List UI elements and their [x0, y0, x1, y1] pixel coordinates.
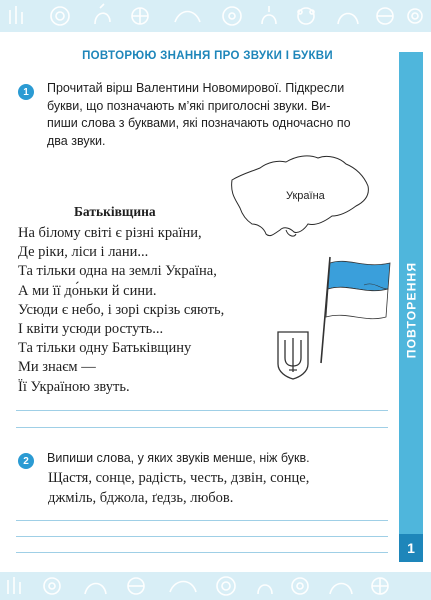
ukraine-flag-icon [318, 255, 393, 365]
floral-ornament-icon [0, 572, 431, 600]
poem-line: Її Україною звуть. [18, 378, 130, 395]
poem-line: Та тільки одна на землі Україна, [18, 263, 217, 280]
answer-lines-task1[interactable] [16, 410, 388, 428]
poem-line: І квіти усюди ростуть... [18, 321, 164, 338]
words-line: Щастя, сонце, радість, честь, дзвін, сонце, [48, 470, 310, 486]
trident-icon [276, 330, 310, 380]
task2-words [48, 468, 393, 508]
task-number-badge: 1 [18, 84, 34, 100]
map-label: Україна [286, 190, 325, 202]
poem-line: Та тільки одну Батьківщину [18, 340, 192, 357]
bottom-ornament-band [0, 572, 431, 600]
task1-instruction [47, 80, 397, 150]
task2-instruction: Випиши слова, у яких звуків менше, ніж букв. [47, 451, 310, 465]
section-label: ПОВТОРЕННЯ [404, 261, 418, 359]
poem-line: Де ріки, ліси і лани... [18, 244, 149, 261]
poem-line: На білому світі є різні країни, [18, 225, 202, 241]
answer-lines-task2[interactable] [16, 520, 388, 553]
poem-line: Усюди є небо, і зорі скрізь сяють, [18, 301, 225, 318]
poem [18, 224, 278, 397]
answer-line[interactable] [16, 427, 388, 428]
words-line: джміль, бджола, ґедзь, любов. [48, 490, 234, 506]
answer-line[interactable] [16, 536, 388, 537]
poem-title: Батьківщина [74, 204, 156, 219]
page-number: 1 [399, 534, 423, 562]
side-tab-label [399, 250, 423, 370]
top-ornament-band [0, 0, 431, 32]
floral-ornament-icon [0, 0, 431, 32]
answer-line[interactable] [16, 520, 388, 521]
poem-line: Ми знаєм — [18, 359, 96, 376]
poem-line: А ми її до́ньки й сини. [18, 282, 157, 299]
task1-line: два звуки. [47, 133, 106, 148]
answer-line[interactable] [16, 552, 388, 553]
page-title: ПОВТОРЮЮ ЗНАННЯ ПРО ЗВУКИ І БУКВИ [82, 50, 333, 62]
answer-line[interactable] [16, 410, 388, 411]
task1-line: букви, що позначають м’які приголосні звуки. Ви- [47, 98, 331, 113]
task1-line: пиши слова з буквами, які позначають одночасно по [47, 116, 351, 130]
task-number-badge: 2 [18, 453, 34, 469]
task1-line: Прочитай вірш Валентини Новомирової. Підкресли [47, 81, 345, 95]
